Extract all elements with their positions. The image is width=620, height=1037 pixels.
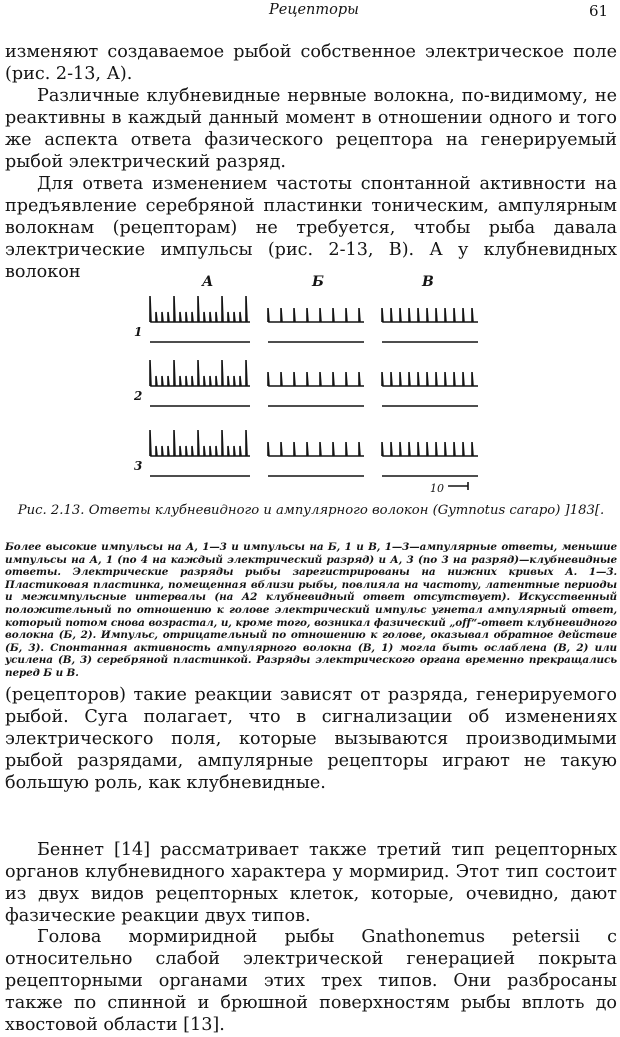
neural-recordings-figure <box>130 270 490 500</box>
scale-label: 10 <box>430 482 444 495</box>
trace-3-1 <box>150 430 250 456</box>
figure-caption-text: Ответы клубневидного и ампулярного волокон (Gymnotus carapo) ]183[. <box>88 503 605 518</box>
figure-caption <box>5 502 617 519</box>
scale-bar <box>448 482 468 490</box>
column-label-c: В <box>422 274 434 290</box>
trace-2-3 <box>382 372 478 386</box>
trace-1-3 <box>382 308 478 322</box>
page-header <box>0 0 620 24</box>
figure-label: Рис. 2.13. <box>17 503 85 518</box>
row-label-1: 1 <box>134 325 143 339</box>
trace-1-2 <box>268 308 364 322</box>
trace-2-1 <box>150 360 250 386</box>
page-number: 61 <box>589 2 609 20</box>
row-label-2: 2 <box>134 389 143 403</box>
paragraph-1: изменяют создаваемое рыбой собственное электрическое поле (рис. 2-13, А). <box>5 42 617 84</box>
running-title: Рецепторы <box>269 2 359 18</box>
trace-2-2 <box>268 372 364 386</box>
figure-note: Более высокие импульсы на А, 1—3 и импульсы на Б, 1 и В, 1—3—ампулярные ответы, меньшие импульсы на А, 1 (по 4 на каждый электрический разряд) и А, 3 (по 3 на разряд)—клубневидные ответы. Электрические разряды рыбы зарегистрированы на нижних кривых А. 1—3. Пластиковая пластинка, помещенная вблизи рыбы, повлияла на частоту, латентные периоды и межимпульсные интервалы (на А2 клубневидный ответ отсутствует). Искусственный положительный по отношению к голове электрический импульс угнетал ампулярный ответ, который потом снова возрастал, и, кроме того, возникал фазический „off“-ответ клубневидного волокна (Б, 2). Импульс, отрицательный по отношению к голове, оказывал обратное действие (Б, 3). Спонтанная активность ампулярного волокна (В, 1) могла быть ослаблена (В, 2) или усилена (В, 3) серебряной пластинкой. Разряды электрического органа временно прекращались перед Б и В. <box>5 541 617 679</box>
paragraph-5: Беннет [14] рассматривает также третий тип рецепторных органов клубневидного характера у мормирид. Этот тип состоит из двух видов рецепторных клеток, которые, очевидно, дают фазические реакции двух типов. <box>5 840 617 926</box>
paragraph-6: Голова мормиридной рыбы Gnathonemus petersii с относительно слабой электрической генерацией покрыта рецепторными органами этих трех типов. Они разбросаны также по спинной и брюшной поверхностям рыбы вплоть до хвостовой области [13]. <box>5 927 617 1035</box>
trace-1-1 <box>150 296 250 322</box>
trace-group <box>150 296 478 476</box>
column-label-a: А <box>202 274 214 290</box>
paragraph-2: Различные клубневидные нервные волокна, по-видимому, не реактивны в каждый данный момент в отношении одного и того же аспекта ответа фазического рецептора на генерируемый рыбой электрический разряд. <box>5 86 617 172</box>
row-label-3: 3 <box>134 459 143 473</box>
paragraph-3: Для ответа изменением частоты спонтанной активности на предъявление серебряной пластинки тоническим, ампулярным волокнам (рецепторам) не требуется, чтобы рыба давала электрические импульсы (рис. 2-13, В). А у клубневидных волокон <box>5 174 617 282</box>
trace-3-2 <box>268 442 364 456</box>
trace-3-3 <box>382 442 478 456</box>
column-label-b: Б <box>312 274 324 290</box>
paragraph-4: (рецепторов) такие реакции зависят от разряда, генерируемого рыбой. Суга полагает, что в сигнализации об изменениях электрического поля, которые вызываются производимыми рыбой разрядами, ампулярные рецепторы играют не такую большую роль, как клубневидные. <box>5 685 617 793</box>
